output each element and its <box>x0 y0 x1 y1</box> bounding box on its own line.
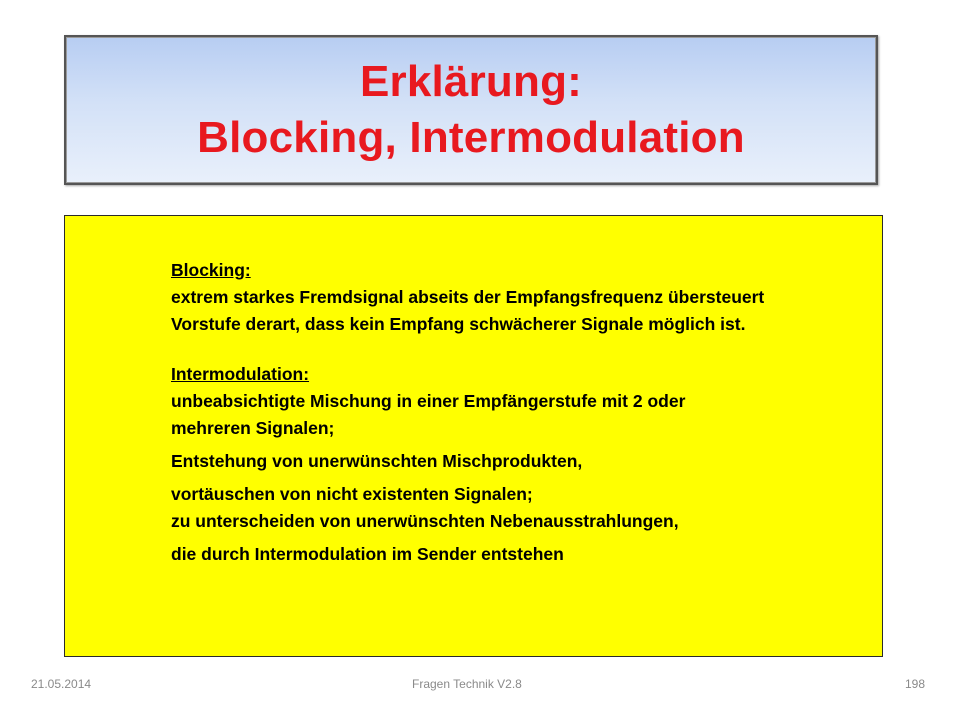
content-box <box>64 215 883 657</box>
blocking-text-line-2: Vorstufe derart, dass kein Empfang schwächerer Signale möglich ist. <box>171 314 746 334</box>
paragraph-gap <box>171 338 881 361</box>
intermodulation-text-line-5: zu unterscheiden von unerwünschten Nebenausstrahlungen, <box>171 511 679 531</box>
intermodulation-text-line-3: Entstehung von unerwünschten Mischprodukten, <box>171 451 583 471</box>
intermodulation-text-line-6: die durch Intermodulation im Sender entstehen <box>171 544 564 564</box>
footer-date: 21.05.2014 <box>31 677 92 691</box>
intermodulation-text-line-4: vortäuschen von nicht existenten Signalen; <box>171 484 533 504</box>
slide-title-line-1: Erklärung: <box>359 57 583 106</box>
footer-page-number: 198 <box>905 677 926 691</box>
intermodulation-text-line-1: unbeabsichtigte Mischung in einer Empfängerstufe mit 2 oder <box>171 391 686 411</box>
slide-title-line-2: Blocking, Intermodulation <box>197 113 745 162</box>
title-box <box>64 35 878 185</box>
footer-title: Fragen Technik V2.8 <box>412 677 522 691</box>
blocking-heading: Blocking: <box>171 260 251 280</box>
content-text <box>171 257 881 568</box>
intermodulation-heading: Intermodulation: <box>171 364 310 384</box>
blocking-text-line-1: extrem starkes Fremdsignal abseits der Empfangsfrequenz übersteuert <box>171 287 765 307</box>
intermodulation-text-line-2: mehreren Signalen; <box>171 418 335 438</box>
